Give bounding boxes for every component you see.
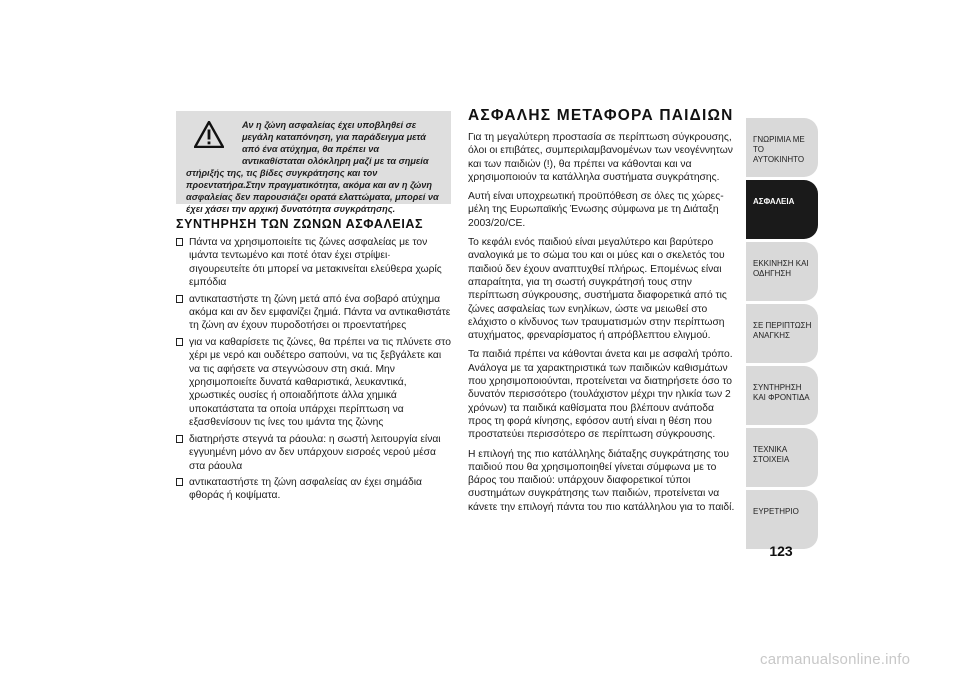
paragraph: Το κεφάλι ενός παιδιού είναι μεγαλύτερο και βαρύτερο αναλογικά με το σώμα του και οι μύες και ο σκελετός του παιδιού δεν έχουν αναπτυχθεί πλήρως. Επομένως είναι απαραίτητα, για τη σωστή συγκράτησή τους στην περίπτωση σύγκρουσης, συστήματα διαφορετικά από τις ζώνες ασφαλείας των ενηλίκων, ώστε να μειωθεί στο ελάχιστο ο κίνδυνος των τραυματισμών στην περίπτωση ατυχήματος, φρεναρίσματος ή απρόβλεπτου ελιγμού. bbox=[468, 237, 727, 342]
list-item bbox=[176, 476, 452, 503]
warning-triangle-icon bbox=[188, 121, 236, 157]
list-item bbox=[176, 293, 452, 333]
paragraph: Η επιλογή της πιο κατάλληλης διάταξης συγκράτησης του παιδιού που θα χρησιμοποιηθεί γίνεται σύμφωνα με το βάρος του παιδιού: υπάρχουν διαφορετικοί τύποι συστημάτων συγκράτησης των παιδιών, προτείνεται να κάνετε την επιλογή πάντα του πιο κατάλληλου για το παιδί. bbox=[468, 448, 735, 513]
checkbox-bullet-icon bbox=[176, 478, 183, 486]
paragraph: Για τη μεγαλύτερη προστασία σε περίπτωση σύγκρουσης, όλοι οι επιβάτες, συμπεριλαμβανομένων των νεογέννητων και των παιδιών (!), θα πρέπει να κάθονται και να χρησιμοποιούν τα κατάλληλα συστήματα συγκράτησης. bbox=[468, 132, 733, 183]
checkbox-bullet-icon bbox=[176, 435, 183, 443]
list-item-text: για να καθαρίσετε τις ζώνες, θα πρέπει να τις πλύνετε στο χέρι με νερό και ουδέτερο σαπούνι, να τις ξεβγάλετε και να τις αφήσετε να στεγνώσουν στη σκιά. Μην χρησιμοποιείτε δυνατά καθαριστικά, λευκαντικά, χρωστικές ουσίες ή οποιαδήποτε άλλα χημικά υποκατάστατα τα οποία υπάρχει περίπτωση να εξασθενίσουν τις ίνες του ιμάντα της ζώνης bbox=[189, 336, 451, 429]
tab-technical-data[interactable]: ΤΕΧΝΙΚΑ ΣΤΟΙΧΕΙΑ bbox=[746, 428, 818, 487]
checkbox-bullet-icon bbox=[176, 338, 183, 346]
checkbox-bullet-icon bbox=[176, 238, 183, 246]
list-item-text: αντικαταστήστε τη ζώνη ασφαλείας αν έχει σημάδια φθοράς ή κοψίματα. bbox=[189, 476, 422, 502]
list-item bbox=[176, 236, 452, 290]
maintenance-list bbox=[176, 236, 452, 503]
page-number: 123 bbox=[769, 543, 793, 559]
tab-starting-driving[interactable]: ΕΚΚΙΝΗΣΗ ΚΑΙ ΟΔΗΓΗΣΗ bbox=[746, 242, 818, 301]
chapter-tabs bbox=[746, 118, 818, 552]
child-safety-heading: ΑΣΦΑΛΗΣ ΜΕΤΑΦΟΡΑ ΠΑΙΔΙΩΝ bbox=[468, 107, 734, 124]
list-item-text: διατηρήστε στεγνά τα ράουλα: η σωστή λειτουργία είναι εγγυημένη μόνο αν δεν υπάρχουν εισροές νερού μέσα στα ράουλα bbox=[189, 433, 441, 472]
paragraph: Αυτή είναι υποχρεωτική προϋπόθεση σε όλες τις χώρες-μέλη της Ευρωπαϊκής Ένωσης σύμφωνα με τη Διάταξη 2003/20/CE. bbox=[468, 191, 724, 229]
maintenance-heading: ΣΥΝΤΗΡΗΣΗ ΤΩΝ ΖΩΝΩΝ ΑΣΦΑΛΕΙΑΣ bbox=[176, 217, 424, 231]
tab-safety[interactable]: ΑΣΦΑΛΕΙΑ bbox=[746, 180, 818, 239]
checkbox-bullet-icon bbox=[176, 295, 183, 303]
list-item bbox=[176, 336, 452, 430]
warning-box bbox=[176, 111, 451, 214]
paragraph: Τα παιδιά πρέπει να κάθονται άνετα και με ασφαλή τρόπο. Ανάλογα με τα χαρακτηριστικά των παιδικών καθισμάτων που χρησιμοποιούνται, προτείνεται να διατηρήσετε όσο το δυνατόν περισσότερο (τουλάχιστον μέχρι την ηλικία των 2 χρόνων) τα παιδικά καθίσματα που βλέπουν ανάποδα προς τη φορά κίνησης, εφόσον αυτή είναι η θέση που προστατεύει περισσότερο σε περίπτωση σύγκρουσης. bbox=[468, 349, 733, 441]
maintenance-section bbox=[176, 217, 452, 506]
warning-text: Αν η ζώνη ασφαλείας έχει υποβληθεί σε μεγάλη καταπόνηση, για παράδειγμα μετά από ένα ατύχημα, θα πρέπει να αντικαθίσταται ολόκληρη μαζί με τα σημεία στήριξής της, τις βίδες συγκράτησης και τον προεντατήρα.Στην πραγματικότητα, ακόμα και αν η ζώνη ασφαλείας δεν παρουσιάζει ορατά ελαττώματα, μπορεί να έχει χάσει την αρχική δυνατότητα συγκράτησης. bbox=[186, 120, 439, 214]
list-item-text: Πάντα να χρησιμοποιείτε τις ζώνες ασφαλείας με τον ιμάντα τεντωμένο και ποτέ όταν έχει στρίψει· σιγουρευτείτε ότι μπορεί να μετακινείται ελεύθερα χωρίς εμπόδια bbox=[189, 237, 442, 289]
list-item-text: αντικαταστήστε τη ζώνη μετά από ένα σοβαρό ατύχημα ακόμα και αν δεν εμφανίζει ζημιά. Πάντα να αντικαθιστάτε τη ζώνη αν έχουν πυροδοτήσει οι προεντατήρες bbox=[189, 293, 451, 332]
tab-index[interactable]: ΕΥΡΕΤΗΡΙΟ bbox=[746, 490, 818, 549]
tab-maintenance[interactable]: ΣΥΝΤΗΡΗΣΗ ΚΑΙ ΦΡΟΝΤΙΔΑ bbox=[746, 366, 818, 425]
watermark: carmanualsonline.info bbox=[760, 651, 911, 668]
list-item bbox=[176, 433, 452, 473]
child-safety-section bbox=[468, 107, 738, 520]
tab-emergency[interactable]: ΣΕ ΠΕΡΙΠΤΩΣΗ ΑΝΑΓΚΗΣ bbox=[746, 304, 818, 363]
tab-intro[interactable]: ΓΝΩΡΙΜΙΑ ΜΕ ΤΟ ΑΥΤΟΚΙΝΗΤΟ bbox=[746, 118, 818, 177]
